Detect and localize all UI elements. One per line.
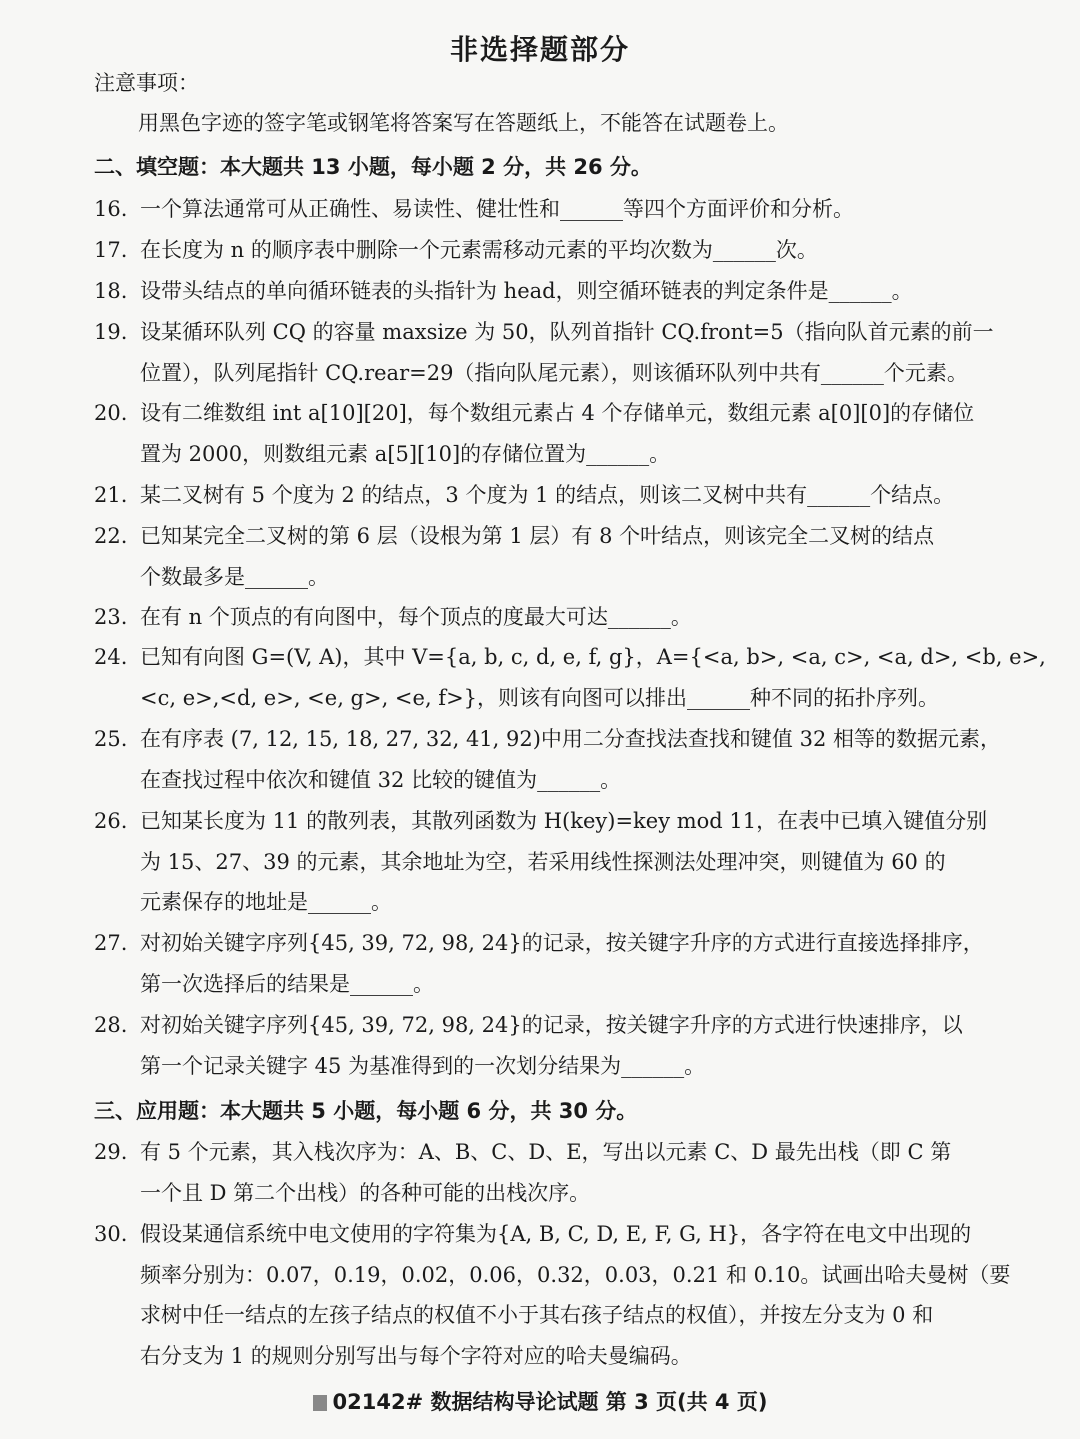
question-line: 元素保存的地址是______。 — [140, 890, 392, 914]
question-line — [94, 1137, 951, 1167]
question-number: 21. — [94, 483, 128, 507]
question-text: 设某循环队列 CQ 的容量 maxsize 为 50，队列首指针 CQ.front=5（指向队首元素的前一 — [140, 320, 994, 344]
question-text: 一个算法通常可从正确性、易读性、健壮性和______等四个方面评价和分析。 — [140, 197, 854, 221]
notice-text: 用黑色字迹的签字笔或钢笔将答案写在答题纸上，不能答在试题卷上。 — [138, 111, 789, 135]
question-number: 19. — [94, 320, 128, 344]
question-number: 23. — [94, 605, 128, 629]
question-text: 某二叉树有 5 个度为 2 的结点，3 个度为 1 的结点，则该二叉树中共有______个结点。 — [140, 483, 955, 507]
question-number: 20. — [94, 401, 128, 425]
question-number: 24. — [94, 645, 128, 669]
question-line — [94, 724, 1001, 754]
question-line — [94, 317, 994, 347]
question-line — [94, 194, 854, 224]
question-line — [94, 521, 934, 551]
barcode-mark-icon — [313, 1395, 327, 1411]
question-text: 已知有向图 G=(V, A)，其中 V={a, b, c, d, e, f, g}，A={<a, b>, <a, c>, <a, d>, <b, e>, — [140, 645, 1046, 669]
page-title: 非选择题部分 — [449, 33, 630, 66]
question-number: 16. — [94, 197, 128, 221]
question-line — [94, 602, 692, 632]
question-line: 个数最多是______。 — [140, 564, 329, 589]
footer-text: 02142# 数据结构导论试题 第 3 页(共 4 页) — [332, 1390, 768, 1414]
question-text: 设带头结点的单向循环链表的头指针为 head，则空循环链表的判定条件是______。 — [140, 279, 913, 303]
question-text: 有 5 个元素，其入栈次序为：A、B、C、D、E，写出以元素 C、D 最先出栈（即 C 第 — [140, 1140, 952, 1164]
question-line — [94, 235, 818, 265]
question-text: 在长度为 n 的顺序表中删除一个元素需移动元素的平均次数为______次。 — [140, 238, 818, 262]
question-line: 第一次选择后的结果是______。 — [140, 971, 434, 996]
question-number: 29. — [94, 1140, 128, 1164]
question-line: 右分支为 1 的规则分别写出与每个字符对应的哈夫曼编码。 — [140, 1343, 692, 1368]
question-number: 27. — [94, 931, 128, 955]
question-line: 为 15、27、39 的元素，其余地址为空，若采用线性探测法处理冲突，则键值为 60 的 — [140, 849, 946, 874]
question-line: 位置），队列尾指针 CQ.rear=29（指向队尾元素），则该循环队列中共有______个元素。 — [140, 360, 968, 385]
question-text: 设有二维数组 int a[10][20]，每个数组元素占 4 个存储单元，数组元素 a[0][0]的存储位 — [140, 401, 975, 425]
question-number: 18. — [94, 279, 128, 303]
question-line: 置为 2000，则数组元素 a[5][10]的存储位置为______。 — [140, 441, 671, 466]
question-text: 对初始关键字序列{45, 39, 72, 98, 24}的记录，按关键字升序的方式进行直接选择排序， — [140, 931, 984, 955]
question-text: 对初始关键字序列{45, 39, 72, 98, 24}的记录，按关键字升序的方式进行快速排序，以 — [140, 1013, 963, 1037]
section2-heading: 二、填空题：本大题共 13 小题，每小题 2 分，共 26 分。 — [94, 155, 652, 179]
question-text: 在有序表 (7, 12, 15, 18, 27, 32, 41, 92)中用二分查找法查找和键值 32 相等的数据元素， — [140, 727, 1001, 751]
question-line: <c, e>,<d, e>, <e, g>, <e, f>}，则该有向图可以排出______种不同的拓扑序列。 — [140, 685, 940, 710]
question-line — [94, 928, 984, 958]
question-line — [94, 642, 1046, 672]
question-number: 17. — [94, 238, 128, 262]
question-text: 已知某完全二叉树的第 6 层（设根为第 1 层）有 8 个叶结点，则该完全二叉树的结点 — [140, 524, 935, 548]
question-text: 假设某通信系统中电文使用的字符集为{A, B, C, D, E, F, G, H}，各字符在电文中出现的 — [140, 1222, 972, 1246]
question-line: 在查找过程中依次和键值 32 比较的键值为______。 — [140, 767, 622, 792]
question-line — [94, 398, 974, 428]
question-number: 28. — [94, 1013, 128, 1037]
question-line: 求树中任一结点的左孩子结点的权值不小于其右孩子结点的权值），并按左分支为 0 和 — [140, 1303, 934, 1327]
question-line: 一个且 D 第二个出栈）的各种可能的出栈次序。 — [140, 1180, 591, 1205]
question-line — [94, 1010, 963, 1040]
question-line — [94, 480, 954, 510]
question-line: 频率分别为：0.07，0.19，0.02，0.06，0.32，0.03，0.21 和 0.10。试画出哈夫曼树（要 — [140, 1262, 1011, 1287]
page-footer — [0, 1386, 1080, 1416]
question-number: 30. — [94, 1222, 128, 1246]
question-number: 25. — [94, 727, 128, 751]
question-number: 26. — [94, 809, 128, 833]
question-line — [94, 276, 913, 306]
question-line — [94, 806, 987, 836]
question-text: 在有 n 个顶点的有向图中，每个顶点的度最大可达______。 — [140, 605, 692, 629]
section3-heading: 三、应用题：本大题共 5 小题，每小题 6 分，共 30 分。 — [94, 1099, 638, 1123]
question-text: 已知某长度为 11 的散列表，其散列函数为 H(key)=key mod 11，在表中已填入键值分别 — [140, 809, 988, 833]
question-line — [94, 1219, 971, 1249]
question-line: 第一个记录关键字 45 为基准得到的一次划分结果为______。 — [140, 1053, 706, 1078]
question-number: 22. — [94, 524, 128, 548]
notice-heading: 注意事项： — [94, 71, 199, 95]
